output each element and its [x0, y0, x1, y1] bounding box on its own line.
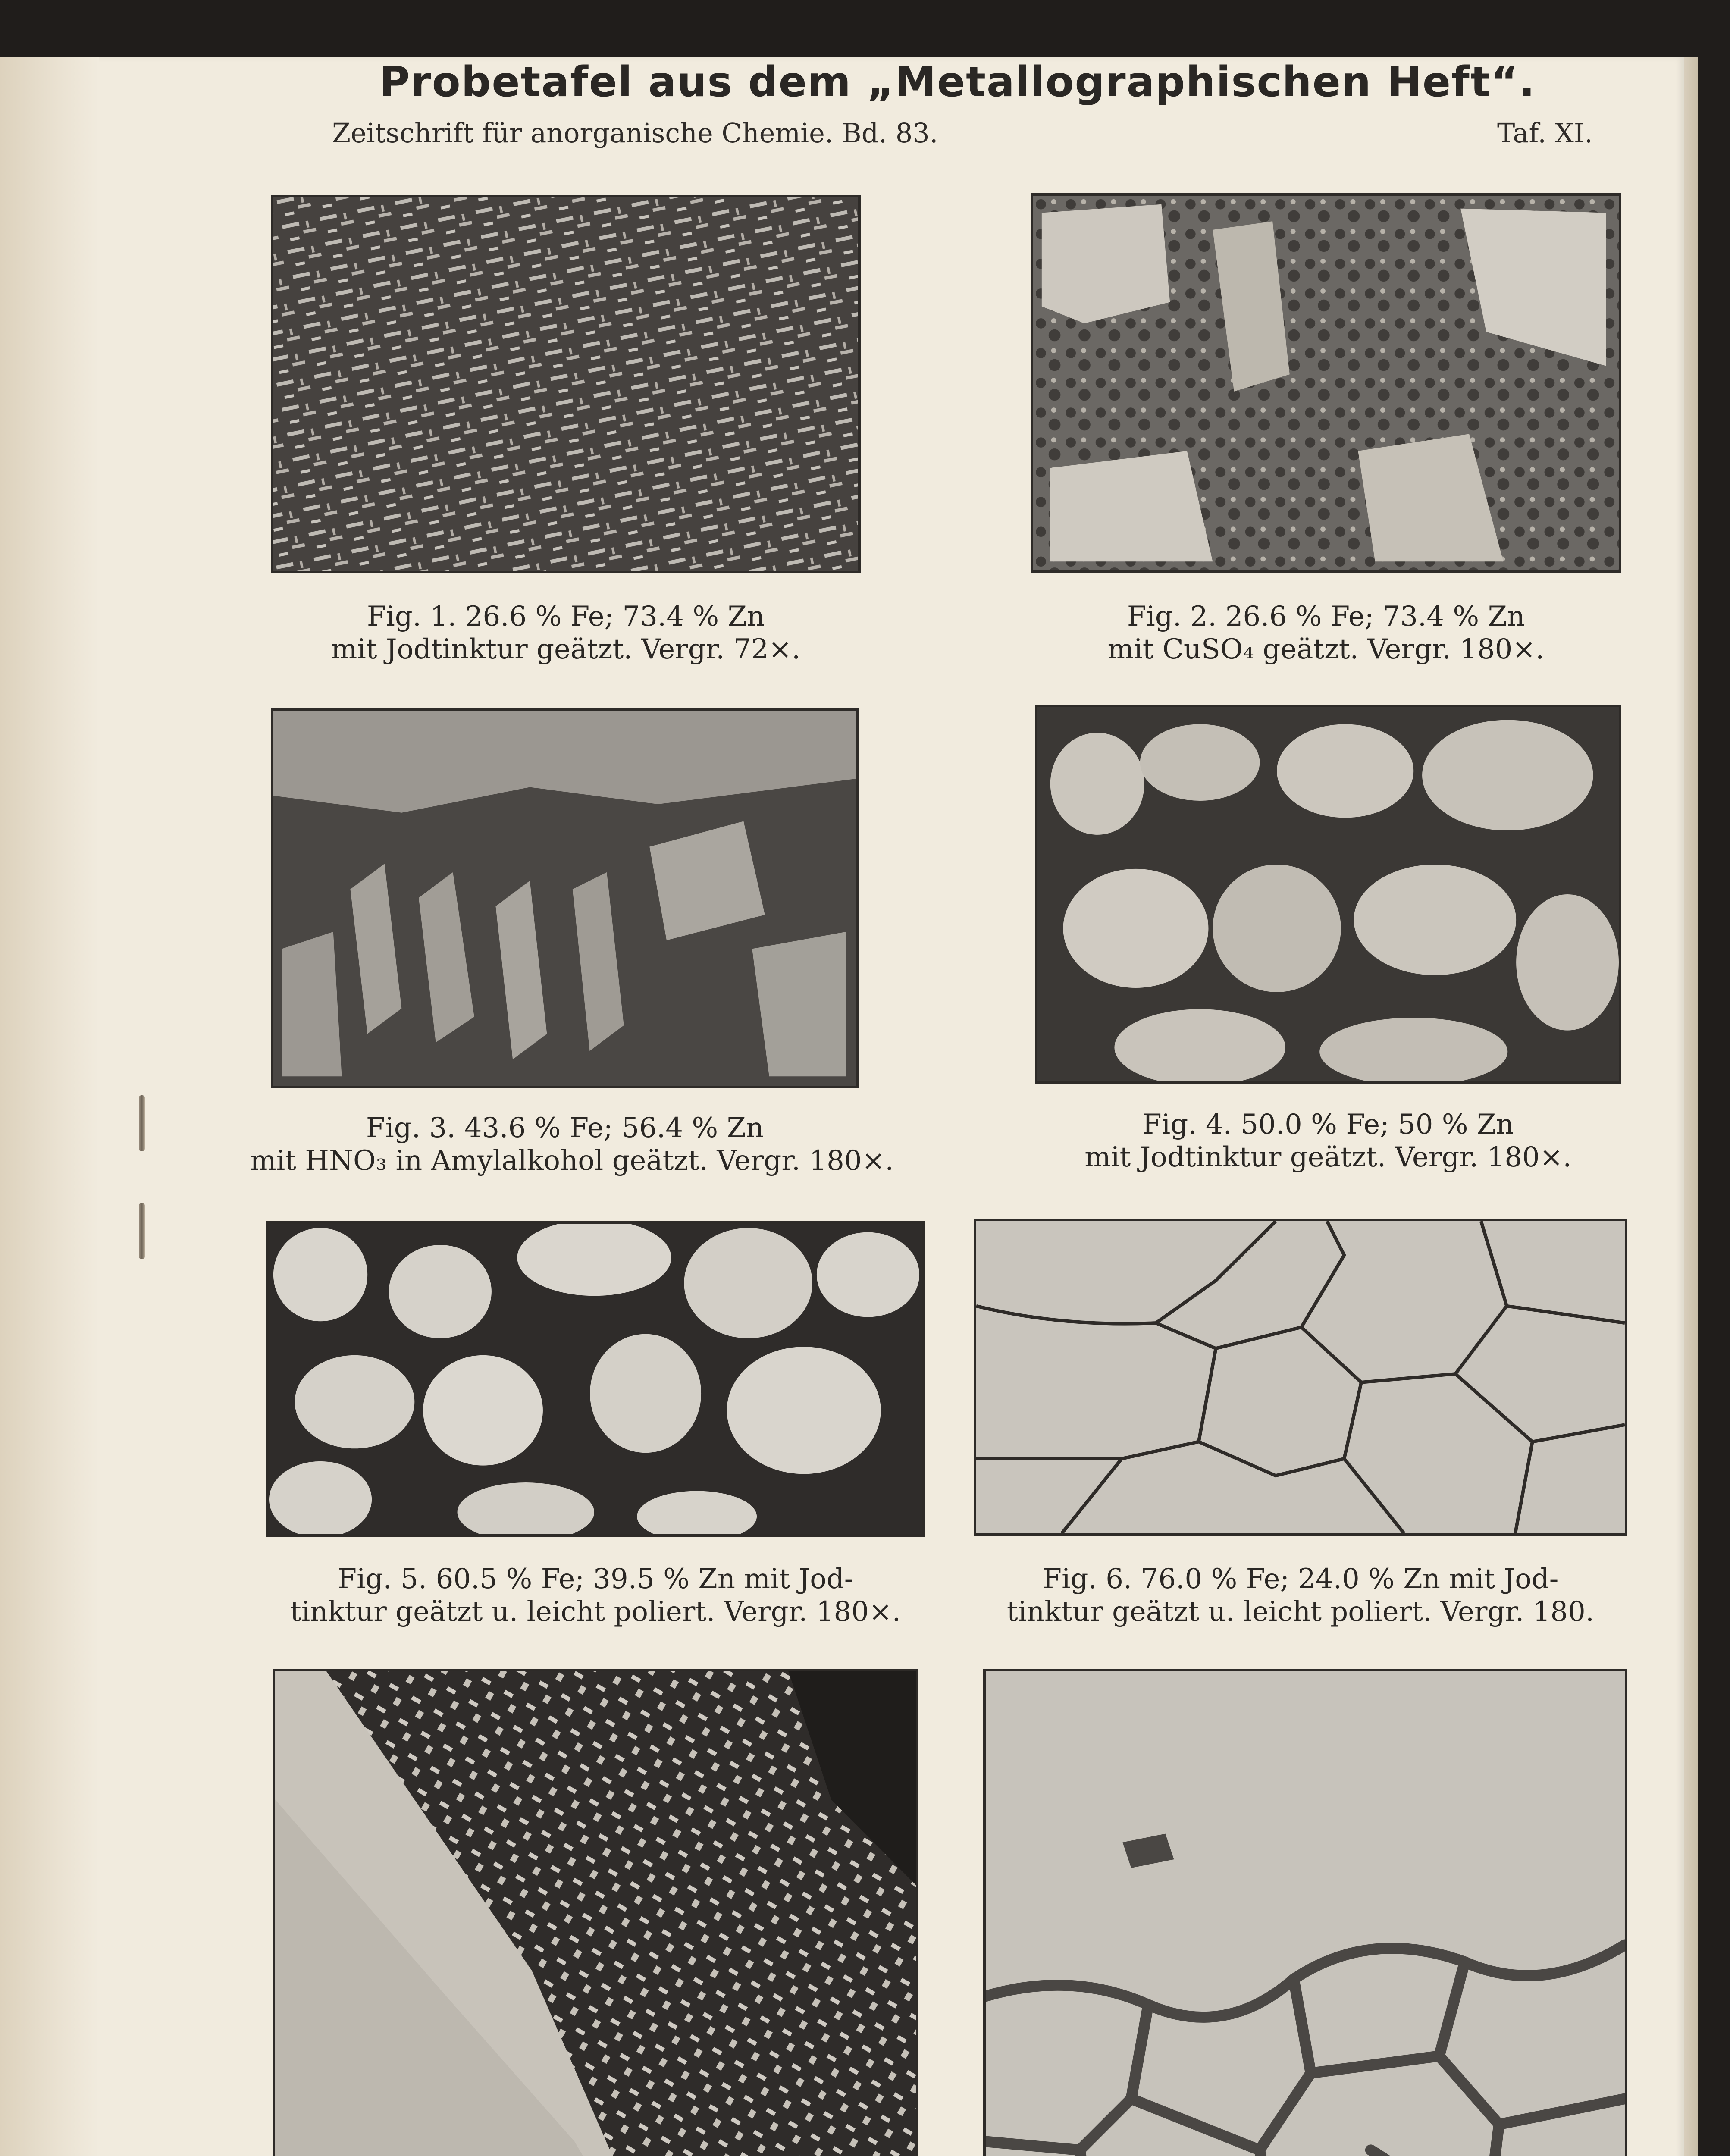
micrograph-fig-7	[273, 1669, 918, 2156]
plate-title: Probetafel aus dem „Metallographischen Heft“.	[379, 58, 1536, 106]
caption-fig-4-line-1: Fig. 4. 50.0 % Fe; 50 % Zn	[1142, 1109, 1514, 1141]
page-edge	[1684, 57, 1698, 2156]
caption-fig-5-line-2: tinktur geätzt u. leicht poliert. Vergr. 180×.	[290, 1596, 901, 1628]
micrograph-fig-6	[974, 1219, 1627, 1536]
caption-fig-5-line-1: Fig. 5. 60.5 % Fe; 39.5 % Zn mit Jod-	[337, 1563, 854, 1595]
micrograph-fig-3	[271, 708, 859, 1088]
staple-bottom	[139, 1203, 145, 1259]
caption-fig-3-line-1: Fig. 3. 43.6 % Fe; 56.4 % Zn	[366, 1112, 764, 1144]
caption-fig-1	[271, 600, 861, 666]
caption-fig-3	[250, 1112, 894, 1177]
caption-fig-4	[1035, 1108, 1621, 1174]
caption-fig-6-line-2: tinktur geätzt u. leicht poliert. Vergr. 180.	[1006, 1596, 1595, 1628]
caption-fig-6-line-1: Fig. 6. 76.0 % Fe; 24.0 % Zn mit Jod-	[1042, 1563, 1559, 1595]
caption-fig-6	[974, 1563, 1627, 1628]
plate-number: Taf. XI.	[1497, 117, 1593, 149]
caption-fig-3-line-2: mit HNO₃ in Amylalkohol geätzt. Vergr. 180×.	[250, 1145, 894, 1177]
binding-shadow	[0, 57, 99, 2156]
caption-fig-2	[1031, 600, 1621, 666]
caption-fig-1-line-2: mit Jodtinktur geätzt. Vergr. 72×.	[331, 633, 801, 665]
micrograph-fig-8	[983, 1669, 1627, 2156]
micrograph-fig-2	[1031, 193, 1621, 573]
caption-fig-1-line-1: Fig. 1. 26.6 % Fe; 73.4 % Zn	[367, 601, 765, 633]
staple-top	[139, 1095, 145, 1151]
caption-fig-2-line-1: Fig. 2. 26.6 % Fe; 73.4 % Zn	[1127, 601, 1525, 633]
micrograph-fig-5	[266, 1221, 925, 1537]
micrograph-fig-4	[1035, 705, 1621, 1084]
micrograph-fig-1	[271, 195, 861, 573]
caption-fig-4-line-2: mit Jodtinktur geätzt. Vergr. 180×.	[1084, 1141, 1572, 1173]
caption-fig-2-line-2: mit CuSO₄ geätzt. Vergr. 180×.	[1107, 633, 1545, 665]
journal-reference: Zeitschrift für anorganische Chemie. Bd. 83.	[332, 117, 938, 149]
caption-fig-5	[266, 1563, 925, 1628]
